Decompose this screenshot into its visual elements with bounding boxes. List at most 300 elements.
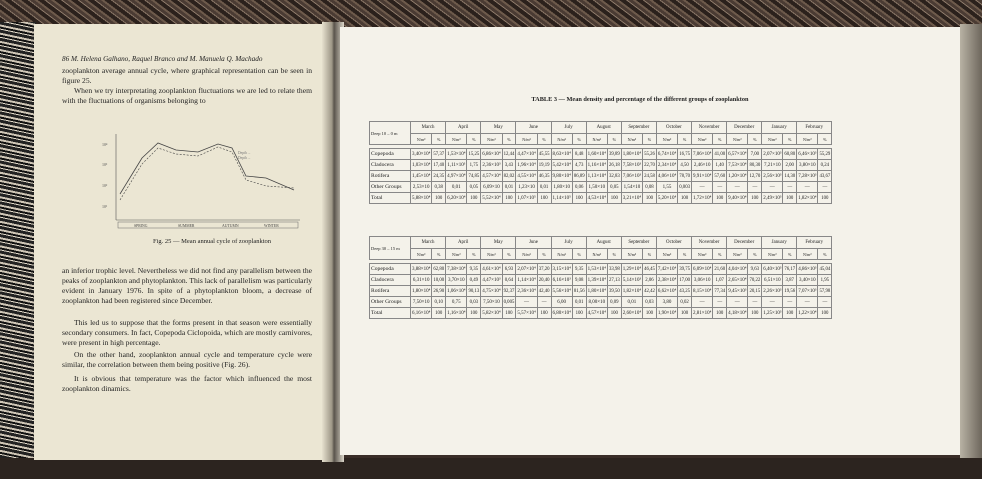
percent-cell: 100: [783, 193, 797, 204]
density-cell: 2,07×10⁴: [516, 264, 537, 275]
y-tick-label: 10²: [102, 183, 108, 188]
unit-header: N/m³: [411, 134, 432, 145]
density-cell: 1,25×10³: [762, 308, 783, 319]
percent-header: %: [432, 134, 446, 145]
percent-cell: —: [818, 297, 832, 308]
percent-cell: 0,06: [572, 182, 586, 193]
percent-cell: 100: [818, 308, 832, 319]
percent-cell: 14,30: [783, 171, 797, 182]
density-cell: —: [692, 182, 713, 193]
figure-plot: [100, 130, 310, 232]
unit-header: N/m³: [481, 249, 502, 260]
density-cell: 1,14×10⁵: [551, 193, 572, 204]
percent-cell: 15,25: [467, 149, 481, 160]
percent-cell: 32,83: [607, 171, 621, 182]
density-cell: 3,06×10: [692, 275, 713, 286]
density-cell: —: [727, 297, 748, 308]
percent-cell: 0,03: [467, 297, 481, 308]
zooplankton-annual-cycle-figure: [100, 130, 310, 232]
running-head: 86 M. Helena Galhano, Raquel Branco and M. Manuela Q. Machado: [62, 55, 263, 63]
percent-cell: 26,18: [607, 160, 621, 171]
density-cell: 2,38×10⁴: [656, 275, 677, 286]
density-cell: 7,50×10: [481, 297, 502, 308]
density-cell: 7,28×10³: [797, 171, 818, 182]
density-cell: 6,09×10⁴: [692, 264, 713, 275]
percent-cell: 0,05: [607, 182, 621, 193]
density-cell: 3,15×10⁴: [551, 264, 572, 275]
percent-cell: 37,20: [537, 264, 551, 275]
percent-header: %: [643, 249, 657, 260]
group-label: Other Groups: [370, 297, 411, 308]
month-header: November: [692, 122, 727, 134]
percent-header: %: [467, 134, 481, 145]
density-cell: 4,47×10⁴: [516, 149, 537, 160]
percent-header: %: [432, 249, 446, 260]
percent-cell: 92,37: [502, 286, 516, 297]
percent-cell: 3,87: [783, 275, 797, 286]
season-label: WINTER: [264, 223, 279, 228]
month-header: April: [446, 237, 481, 249]
table-subheader-row: [370, 134, 832, 145]
unit-header: N/m³: [446, 249, 467, 260]
percent-header: %: [502, 249, 516, 260]
density-cell: 9,40×10⁴: [727, 193, 748, 204]
density-cell: 7,06×10⁴: [692, 149, 713, 160]
percent-cell: 74,85: [467, 171, 481, 182]
density-cell: 6,51×10: [762, 275, 783, 286]
percent-cell: 19,19: [537, 160, 551, 171]
percent-cell: 100: [537, 308, 551, 319]
density-cell: 9,80×10⁴: [551, 171, 572, 182]
percent-cell: 1,75: [467, 160, 481, 171]
table-row: [370, 275, 832, 286]
density-cell: 1,39×10⁴: [586, 275, 607, 286]
percent-cell: 20,40: [537, 275, 551, 286]
unit-header: N/m³: [481, 134, 502, 145]
percent-header: %: [572, 134, 586, 145]
density-cell: 6,80×10⁴: [551, 308, 572, 319]
density-cell: 1,82×10⁴: [797, 193, 818, 204]
density-cell: 4,06×10⁴: [656, 171, 677, 182]
density-cell: 2,26×10³: [762, 286, 783, 297]
percent-cell: 17,00: [678, 275, 692, 286]
percent-cell: 100: [678, 193, 692, 204]
density-cell: 1,82×10⁴: [621, 286, 642, 297]
book-bottom-edge: [0, 458, 982, 479]
density-cell: 5,52×10⁴: [481, 193, 502, 204]
density-cell: —: [797, 297, 818, 308]
month-header: May: [481, 237, 516, 249]
percent-cell: 100: [572, 308, 586, 319]
month-header: July: [551, 122, 586, 134]
paragraph: This led us to suppose that the forms present in that season were essentially secondary consumers. In fact, Copepoda Ciclopoida, which are mostly carnivores, were present in high percentage.: [62, 318, 312, 347]
density-cell: —: [516, 297, 537, 308]
percent-cell: 55,29: [818, 149, 832, 160]
depth-label: Deep 30 – 15 m: [370, 237, 411, 260]
density-cell: 2,36×10⁴: [516, 286, 537, 297]
percent-cell: 4,73: [572, 160, 586, 171]
density-cell: 6,40×10³: [762, 264, 783, 275]
density-cell: 2,65×10⁴: [727, 275, 748, 286]
density-cell: 1,80×10⁴: [586, 286, 607, 297]
percent-cell: 4,50: [678, 160, 692, 171]
month-header: June: [516, 122, 551, 134]
density-cell: 2,60×10⁴: [621, 308, 642, 319]
percent-cell: 42,42: [643, 286, 657, 297]
month-header: November: [692, 237, 727, 249]
table-header-row: [370, 237, 832, 249]
percent-cell: 1,07: [713, 275, 727, 286]
percent-cell: 12,70: [748, 171, 762, 182]
percent-cell: 0,01: [537, 182, 551, 193]
percent-cell: 20,15: [748, 286, 762, 297]
percent-cell: 100: [502, 308, 516, 319]
group-label: Rotifera: [370, 286, 411, 297]
unit-header: N/m³: [621, 249, 642, 260]
density-cell: 7,50×10: [411, 297, 432, 308]
density-cell: 1,54×10: [621, 182, 642, 193]
density-cell: 6,46×10³: [797, 149, 818, 160]
density-cell: 7,07×10³: [797, 286, 818, 297]
unit-header: N/m³: [551, 134, 572, 145]
percent-cell: 76,17: [783, 264, 797, 275]
legend-entry: Depth ...: [238, 151, 251, 155]
percent-cell: 0,003: [678, 182, 692, 193]
density-cell: 1,55: [656, 182, 677, 193]
percent-cell: 100: [537, 193, 551, 204]
density-cell: 1,53×10⁴: [586, 264, 607, 275]
density-cell: 2,46×10: [692, 160, 713, 171]
percent-cell: —: [818, 182, 832, 193]
density-cell: 0,01: [446, 182, 467, 193]
season-label: AUTUMN: [222, 223, 239, 228]
percent-cell: 41,00: [713, 149, 727, 160]
density-cell: 1,06×10⁴: [446, 286, 467, 297]
density-cell: 3,88×10⁴: [411, 264, 432, 275]
density-cell: 3,40×10⁴: [411, 149, 432, 160]
group-label: Cladocera: [370, 160, 411, 171]
density-cell: 5,56×10⁴: [551, 286, 572, 297]
percent-cell: 86,89: [572, 171, 586, 182]
percent-cell: —: [713, 182, 727, 193]
table-row: [370, 193, 832, 204]
unit-header: N/m³: [621, 134, 642, 145]
unit-header: N/m³: [586, 134, 607, 145]
unit-header: N/m³: [411, 249, 432, 260]
density-cell: 3,80: [656, 297, 677, 308]
density-cell: 1,96×10⁴: [516, 160, 537, 171]
percent-header: %: [502, 134, 516, 145]
percent-cell: 100: [783, 308, 797, 319]
density-cell: —: [692, 297, 713, 308]
percent-cell: —: [748, 182, 762, 193]
density-cell: 6,62×10⁴: [656, 286, 677, 297]
group-label: Total: [370, 193, 411, 204]
percent-header: %: [818, 249, 832, 260]
month-header: January: [762, 122, 797, 134]
month-header: February: [797, 237, 832, 249]
percent-cell: 0,24: [818, 160, 832, 171]
percent-header: %: [713, 249, 727, 260]
density-cell: 2,07×10³: [762, 149, 783, 160]
percent-cell: 57,60: [713, 171, 727, 182]
month-header: October: [656, 237, 691, 249]
percent-header: %: [572, 249, 586, 260]
unit-header: N/m³: [692, 134, 713, 145]
percent-header: %: [607, 249, 621, 260]
season-label: SUMMER: [178, 223, 195, 228]
density-cell: 1,13×10⁴: [586, 171, 607, 182]
percent-header: %: [713, 134, 727, 145]
density-cell: 6,74×10⁴: [656, 149, 677, 160]
percent-cell: 81,56: [572, 286, 586, 297]
percent-cell: 42,40: [537, 286, 551, 297]
percent-cell: 0,005: [502, 297, 516, 308]
percent-cell: 100: [818, 193, 832, 204]
density-cell: 4,55×10⁴: [516, 171, 537, 182]
density-cell: 4,61×10⁴: [481, 264, 502, 275]
percent-cell: 55,26: [643, 149, 657, 160]
density-cell: 3,21×10⁴: [621, 193, 642, 204]
percent-cell: 43,25: [678, 286, 692, 297]
percent-cell: 100: [432, 193, 446, 204]
density-cell: 1,03×10⁴: [411, 160, 432, 171]
percent-cell: 57,37: [432, 149, 446, 160]
percent-header: %: [607, 134, 621, 145]
density-cell: 4,47×10³: [481, 275, 502, 286]
percent-cell: 82,02: [502, 171, 516, 182]
table-row: [370, 308, 832, 319]
paragraph: an inferior trophic level. Nevertheless we did not find any parallelism between the peaks of zooplankton and phytoplankton. This lack of parallelism was particularly evident in January 1976. In spite of a phytoplankton bloom, a decrease of zooplankton had been registered since December.: [62, 266, 312, 305]
percent-cell: 17,40: [432, 160, 446, 171]
y-tick-label: 10⁴: [102, 142, 108, 147]
density-table-deep: [369, 236, 832, 319]
percent-cell: 7,00: [748, 149, 762, 160]
table-row: [370, 264, 832, 275]
month-header: August: [586, 122, 621, 134]
month-header: March: [411, 122, 446, 134]
density-cell: 7,58×10³: [621, 160, 642, 171]
percent-cell: 2,00: [783, 160, 797, 171]
percent-cell: 0,02: [678, 297, 692, 308]
percent-cell: 62,80: [432, 264, 446, 275]
unit-header: N/m³: [446, 134, 467, 145]
density-cell: 3,80×10: [797, 160, 818, 171]
unit-header: N/m³: [516, 134, 537, 145]
percent-cell: 46,45: [643, 264, 657, 275]
density-cell: 4,04×10⁴: [727, 264, 748, 275]
unit-header: N/m³: [797, 249, 818, 260]
density-cell: 5,14×10³: [621, 275, 642, 286]
density-cell: 1,90×10⁴: [656, 308, 677, 319]
percent-cell: 100: [643, 308, 657, 319]
percent-cell: 16,75: [678, 149, 692, 160]
percent-header: %: [748, 134, 762, 145]
density-cell: 2,36×10³: [481, 160, 502, 171]
density-cell: 8,15×10⁴: [692, 286, 713, 297]
percent-cell: 0,64: [502, 275, 516, 286]
density-cell: 6,20×10⁴: [446, 193, 467, 204]
month-header: July: [551, 237, 586, 249]
density-cell: 2,53×10: [411, 182, 432, 193]
density-cell: 7,21×10: [762, 160, 783, 171]
density-cell: 1,11×10³: [446, 160, 467, 171]
percent-cell: —: [783, 297, 797, 308]
percent-cell: 100: [713, 308, 727, 319]
percent-cell: 100: [432, 308, 446, 319]
percent-cell: —: [537, 297, 551, 308]
density-cell: 4,57×10⁴: [586, 308, 607, 319]
density-cell: 4,86×10³: [797, 264, 818, 275]
percent-cell: 90,13: [467, 286, 481, 297]
percent-cell: 0,01: [572, 297, 586, 308]
percent-cell: 0,38: [432, 182, 446, 193]
percent-cell: 9,08: [572, 275, 586, 286]
percent-cell: 100: [713, 193, 727, 204]
table-title: TABLE 3 — Mean density and percentage of the different groups of zooplankton: [531, 96, 749, 103]
density-cell: 1,20×10⁴: [727, 171, 748, 182]
percent-cell: 0,49: [467, 275, 481, 286]
percent-cell: 100: [467, 193, 481, 204]
percent-cell: 100: [748, 308, 762, 319]
percent-cell: 100: [572, 193, 586, 204]
unit-header: N/m³: [656, 249, 677, 260]
table-row: [370, 149, 832, 160]
density-cell: 2,49×10³: [762, 193, 783, 204]
percent-cell: 19,56: [783, 286, 797, 297]
percent-cell: 39,75: [678, 264, 692, 275]
density-cell: 2,56×10³: [762, 171, 783, 182]
percent-cell: 0,03: [643, 297, 657, 308]
table-subheader-row: [370, 249, 832, 260]
legend-entry: Depth ...: [238, 156, 251, 160]
percent-cell: 100: [467, 308, 481, 319]
density-cell: 1,29×10⁴: [621, 264, 642, 275]
table-header-row: [370, 122, 832, 134]
month-header: August: [586, 237, 621, 249]
density-cell: 6,09×10: [481, 182, 502, 193]
density-cell: 1,80×10: [551, 182, 572, 193]
table-row: [370, 160, 832, 171]
percent-cell: 70,22: [748, 275, 762, 286]
density-cell: 6,16×10³: [551, 275, 572, 286]
paragraph: On the other hand, zooplankton annual cycle and temperature cycle were similar, the correlation between them being positive (Fig. 26).: [62, 350, 312, 369]
density-cell: 6,57×10⁴: [727, 149, 748, 160]
percent-cell: 24,35: [432, 171, 446, 182]
month-header: April: [446, 122, 481, 134]
density-table-shallow: [369, 121, 832, 204]
density-cell: 9,45×10³: [727, 286, 748, 297]
percent-cell: 24,58: [643, 171, 657, 182]
density-cell: 1,14×10⁴: [516, 275, 537, 286]
percent-cell: 6,93: [502, 264, 516, 275]
density-cell: 1,45×10⁴: [411, 171, 432, 182]
month-header: January: [762, 237, 797, 249]
percent-cell: 1,95: [818, 275, 832, 286]
percent-cell: 1,40: [713, 160, 727, 171]
percent-cell: 60,80: [783, 149, 797, 160]
percent-cell: 45,55: [537, 149, 551, 160]
percent-cell: 100: [607, 193, 621, 204]
density-cell: 4,18×10⁴: [727, 308, 748, 319]
paragraph: zooplankton average annual cycle, where graphical representation can be seen in figure 25.: [62, 66, 312, 85]
density-cell: 1,50×10: [586, 182, 607, 193]
density-cell: 1,53×10⁴: [446, 149, 467, 160]
density-cell: 1,23×10: [516, 182, 537, 193]
group-label: Rotifera: [370, 171, 411, 182]
density-cell: 0,01: [621, 297, 642, 308]
density-cell: 7,42×10⁴: [656, 264, 677, 275]
group-label: Cladocera: [370, 275, 411, 286]
percent-header: %: [818, 134, 832, 145]
density-cell: 7,38×10⁴: [446, 264, 467, 275]
density-cell: 4,75×10⁴: [481, 286, 502, 297]
percent-cell: 39,89: [607, 149, 621, 160]
unit-header: N/m³: [551, 249, 572, 260]
y-tick-label: 10³: [102, 162, 108, 167]
density-cell: 1,80×10⁴: [621, 149, 642, 160]
month-header: September: [621, 122, 656, 134]
unit-header: N/m³: [762, 249, 783, 260]
percent-cell: 46,35: [537, 171, 551, 182]
density-cell: —: [797, 182, 818, 193]
density-cell: 2,81×10⁴: [692, 308, 713, 319]
percent-header: %: [783, 134, 797, 145]
density-cell: 1,60×10⁴: [586, 149, 607, 160]
density-cell: 3,40×10: [797, 275, 818, 286]
percent-header: %: [467, 249, 481, 260]
month-header: February: [797, 122, 832, 134]
series-line-lower: [120, 147, 294, 200]
density-cell: 6,00: [551, 297, 572, 308]
percent-cell: 0,09: [607, 297, 621, 308]
percent-cell: 80,30: [748, 160, 762, 171]
density-cell: 1,80×10⁴: [411, 286, 432, 297]
percent-cell: 22,70: [643, 160, 657, 171]
season-label: SPRING: [134, 223, 148, 228]
density-cell: 6,31×10: [411, 275, 432, 286]
percent-cell: 0,10: [432, 297, 446, 308]
density-cell: 0,75: [446, 297, 467, 308]
table-row: [370, 171, 832, 182]
percent-cell: 8,48: [572, 149, 586, 160]
percent-cell: 100: [643, 193, 657, 204]
depth-label: Deep 10 – 0 m: [370, 122, 411, 145]
density-cell: 6,16×10⁴: [411, 308, 432, 319]
percent-cell: 33,98: [607, 264, 621, 275]
unit-header: N/m³: [656, 134, 677, 145]
density-cell: 4,97×10⁴: [446, 171, 467, 182]
density-cell: —: [727, 182, 748, 193]
density-cell: 5,88×10⁴: [411, 193, 432, 204]
density-cell: 1,16×10⁴: [586, 160, 607, 171]
density-cell: 4,57×10⁴: [481, 171, 502, 182]
month-header: December: [727, 122, 762, 134]
percent-cell: 26,90: [432, 286, 446, 297]
density-cell: 1,07×10⁵: [516, 193, 537, 204]
density-cell: 1,22×10⁴: [797, 308, 818, 319]
book-right-edge: [960, 24, 982, 464]
month-header: December: [727, 237, 762, 249]
density-cell: 4,53×10⁴: [586, 193, 607, 204]
density-cell: 8,63×10⁴: [551, 149, 572, 160]
unit-header: N/m³: [762, 134, 783, 145]
month-header: October: [656, 122, 691, 134]
figure-caption: Fig. 25 — Mean annual cycle of zooplankton: [152, 238, 272, 245]
percent-header: %: [678, 249, 692, 260]
density-cell: 1,16×10⁴: [446, 308, 467, 319]
density-cell: 5,20×10⁴: [656, 193, 677, 204]
